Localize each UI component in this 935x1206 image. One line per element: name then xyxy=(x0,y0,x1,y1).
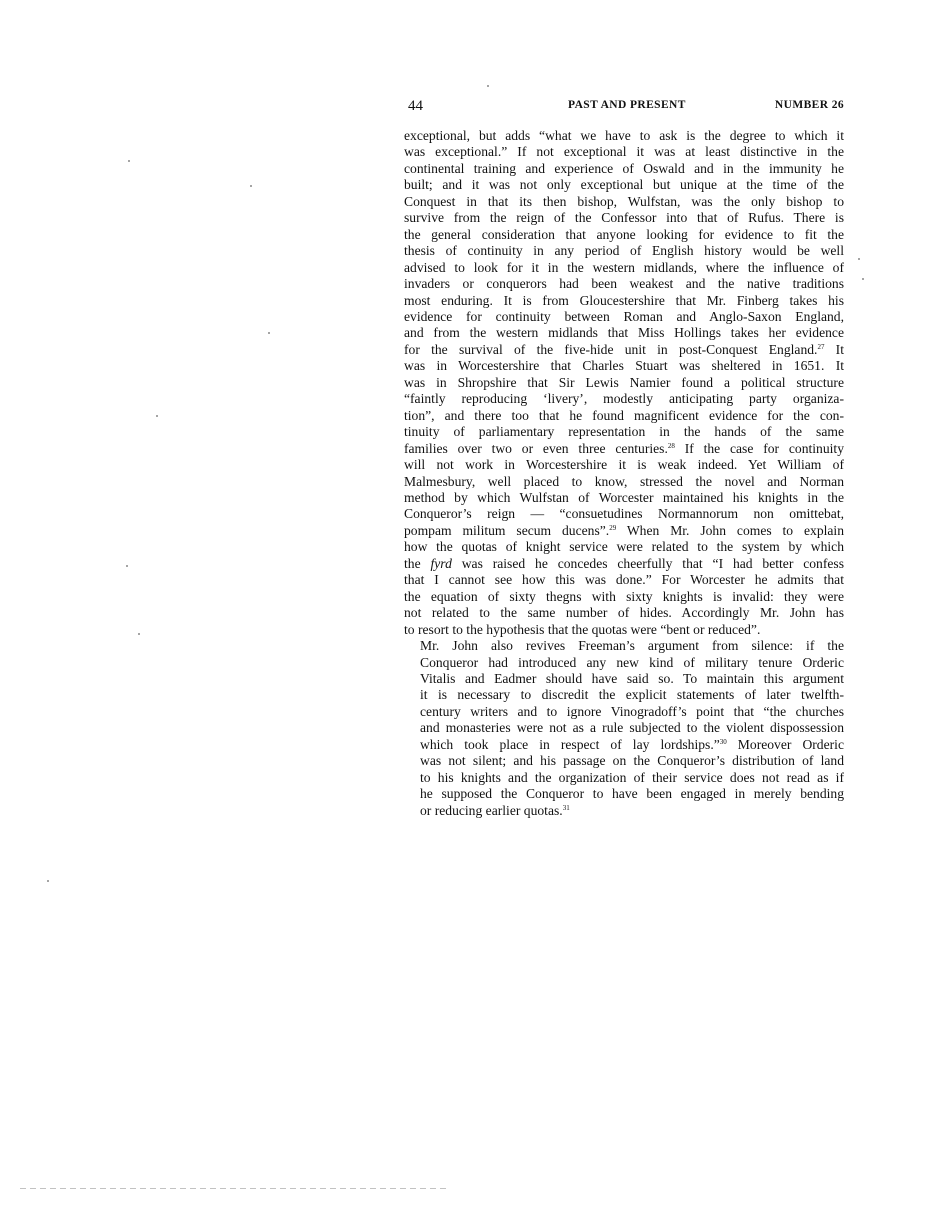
text-line: for the survival of the five-hide unit in post-Conquest England.$^{27}$ It xyxy=(404,341,844,357)
text-line: or reducing earlier quotas.$^{31}$ xyxy=(420,802,570,818)
text-line: evidence for continuity between Roman and Anglo-Saxon England, xyxy=(404,308,844,324)
text-line: will not work in Worcestershire it is weak indeed. Yet William of xyxy=(404,457,844,473)
text-line: tion”, and there too that he found magnificent evidence for the con- xyxy=(404,407,844,423)
scan-speck xyxy=(156,415,158,417)
page-number: 44 xyxy=(408,98,423,114)
text-line: that I cannot see how this was done.” For Worcester he admits that xyxy=(404,572,844,588)
article-body xyxy=(404,128,844,819)
journal-title: PAST AND PRESENT xyxy=(568,99,686,111)
text-line: Conquest in that its then bishop, Wulfstan, was the only bishop to xyxy=(404,193,844,209)
text-line: advised to look for it in the western midlands, where the influence of xyxy=(404,259,844,275)
scan-speck xyxy=(862,278,864,280)
text-line: tinuity of parliamentary representation in the hands of the same xyxy=(404,424,844,440)
text-line: “faintly reproducing ‘livery’, modestly anticipating party organiza- xyxy=(404,391,844,407)
text-line: Conqueror’s reign — “consuetudines Normannorum non omittebat, xyxy=(404,506,844,522)
scan-speck xyxy=(250,185,252,187)
text-line: Vitalis and Eadmer should have said so. To maintain this argument xyxy=(420,670,844,686)
paragraph xyxy=(404,128,844,638)
text-line: built; and it was not only exceptional but unique at the time of the xyxy=(404,177,844,193)
scan-speck xyxy=(268,332,270,334)
text-line: to his knights and the organization of their service does not read as if xyxy=(420,769,844,785)
text-line: and monasteries were not as a rule subjected to the violent dispossession xyxy=(420,720,844,736)
text-line: Mr. John also revives Freeman’s argument from silence: if the xyxy=(420,638,844,654)
text-line: Malmesbury, well placed to know, stressed the novel and Norman xyxy=(404,473,844,489)
scan-speck xyxy=(858,258,860,260)
scan-edge-line xyxy=(20,1188,450,1189)
text-line: century writers and to ignore Vinogradoff’s point that “the churches xyxy=(420,703,844,719)
text-line: how the quotas of knight service were related to the system by which xyxy=(404,539,844,555)
text-line: families over two or even three centuries.$^{28}$ If the case for continuity xyxy=(404,440,844,456)
text-line: thesis of continuity in any period of English history would be well xyxy=(404,243,844,259)
text-line: Conqueror had introduced any new kind of military tenure Orderic xyxy=(420,654,844,670)
text-line: was exceptional.” If not exceptional it was at least distinctive in the xyxy=(404,144,844,160)
scan-speck xyxy=(126,565,128,567)
text-line: was not silent; and his passage on the Conqueror’s distribution of land xyxy=(420,753,844,769)
text-line: exceptional, but adds “what we have to ask is the degree to which it xyxy=(404,128,844,143)
text-line: was in Shropshire that Sir Lewis Namier found a political structure xyxy=(404,374,844,390)
text-line: survive from the reign of the Confessor into that of Rufus. There is xyxy=(404,210,844,226)
scan-speck xyxy=(487,85,489,87)
scan-speck xyxy=(47,880,49,882)
text-line: continental training and experience of Oswald and in the immunity he xyxy=(404,160,844,176)
text-line: method by which Wulfstan of Worcester maintained his knights in the xyxy=(404,489,844,505)
text-line: most enduring. It is from Gloucestershire that Mr. Finberg takes his xyxy=(404,292,844,308)
text-line: and from the western midlands that Miss Hollings takes her evidence xyxy=(404,325,844,341)
text-line: not related to the same number of hides. Accordingly Mr. John has xyxy=(404,605,844,621)
running-header xyxy=(408,98,844,118)
scan-speck xyxy=(128,160,130,162)
text-line: the equation of sixty thegns with sixty knights is invalid: they were xyxy=(404,588,844,604)
text-line: it is necessary to discredit the explicit statements of later twelfth- xyxy=(420,687,844,703)
text-line: he supposed the Conqueror to have been engaged in merely bending xyxy=(420,786,844,802)
text-line: to resort to the hypothesis that the quotas were “bent or reduced”. xyxy=(404,621,761,637)
text-line: the fyrd was raised he concedes cheerfully that “I had better confess xyxy=(404,555,844,571)
text-line: was in Worcestershire that Charles Stuart was sheltered in 1651. It xyxy=(404,358,844,374)
paragraph xyxy=(404,638,844,819)
issue-number: NUMBER 26 xyxy=(774,99,844,111)
text-line: which took place in respect of lay lordships.”$^{30}$ Moreover Orderic xyxy=(420,736,844,752)
text-line: pompam militum secum ducens”.$^{29}$ When Mr. John comes to explain xyxy=(404,522,844,538)
text-line: invaders or conquerors had been weakest and the native traditions xyxy=(404,276,844,292)
scan-speck xyxy=(138,633,140,635)
text-line: the general consideration that anyone looking for evidence to fit the xyxy=(404,226,844,242)
